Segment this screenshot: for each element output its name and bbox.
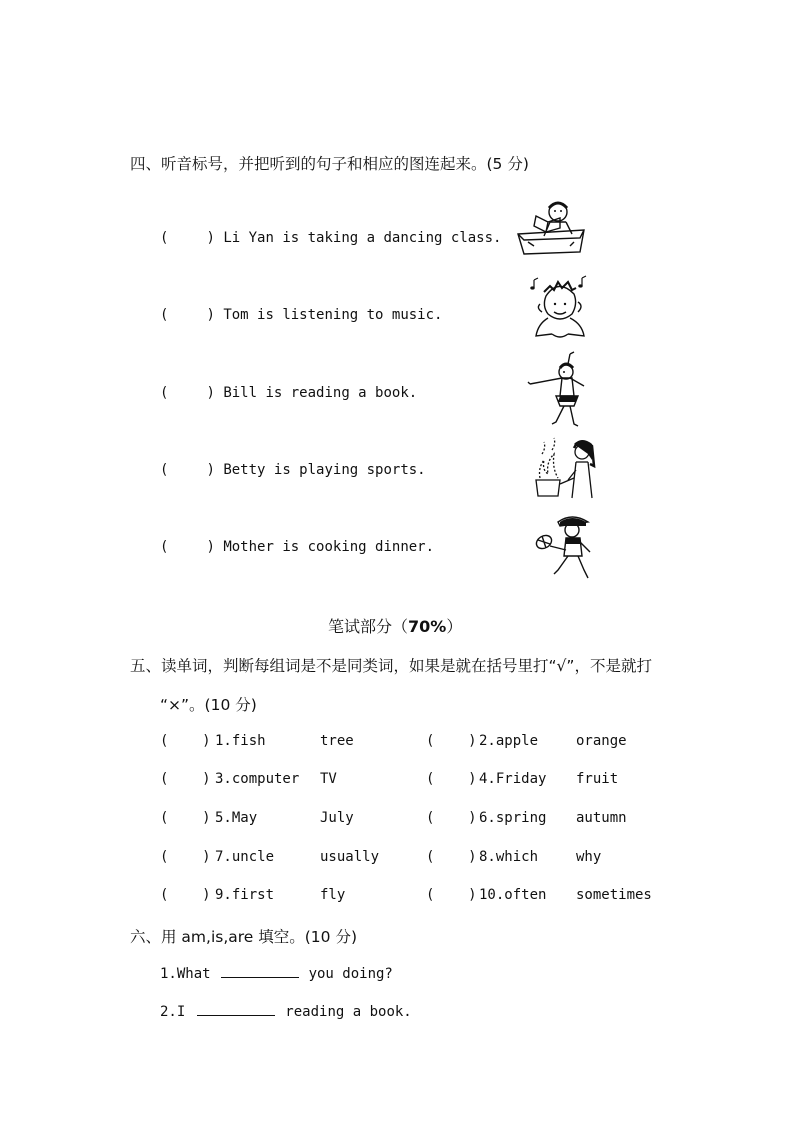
answer-paren-open[interactable]: (: [160, 230, 169, 246]
listening-item-4: [160, 462, 426, 478]
girl-playing-tennis-picture[interactable]: [530, 512, 596, 582]
row-4-right-blank[interactable]: ( ): [426, 849, 477, 865]
fill-blank-line[interactable]: [221, 965, 299, 978]
girl-playing-tennis-icon: [530, 512, 596, 582]
answer-paren-close: ): [206, 539, 215, 555]
row-4-right-num: 8.which: [479, 849, 539, 865]
row-2-left-word: TV: [320, 771, 337, 787]
row-4-left-word: usually: [320, 849, 380, 865]
fill-blank-after: reading a book.: [285, 1004, 412, 1020]
listening-item-1: [160, 230, 501, 246]
boy-listening-music-picture[interactable]: [528, 274, 590, 344]
row-4-left-blank[interactable]: ( ): [160, 849, 211, 865]
row-5-left-blank[interactable]: ( ): [160, 887, 211, 903]
row-3-right-word: autumn: [576, 810, 627, 826]
answer-paren-close: ): [206, 462, 215, 478]
row-2-right-num: 4.Friday: [479, 771, 547, 787]
row-1-left-num: 1.fish: [215, 733, 266, 749]
fill-blank-item-2: [160, 1003, 412, 1020]
boy-reading-book-picture[interactable]: [514, 196, 590, 258]
boy-listening-music-icon: [528, 274, 590, 344]
listening-item-3: [160, 385, 417, 401]
sentence-text: Bill is reading a book.: [223, 385, 418, 401]
row-5-right-num: 10.often: [479, 887, 547, 903]
answer-paren-close: ): [206, 385, 215, 401]
fill-blank-after: you doing?: [308, 966, 393, 982]
answer-paren-open[interactable]: (: [160, 462, 169, 478]
sentence-text: Mother is cooking dinner.: [223, 539, 435, 555]
row-1-right-blank[interactable]: ( ): [426, 733, 477, 749]
written-part-title-prefix: 笔试部分（: [328, 617, 409, 636]
row-3-left-word: July: [320, 810, 354, 826]
row-4-left-num: 7.uncle: [215, 849, 275, 865]
answer-paren-close: ): [206, 230, 215, 246]
fill-blank-line[interactable]: [197, 1003, 275, 1016]
row-2-right-word: fruit: [576, 771, 619, 787]
row-1-left-blank[interactable]: ( ): [160, 733, 211, 749]
row-3-left-num: 5.May: [215, 810, 258, 826]
sentence-text: Li Yan is taking a dancing class.: [223, 230, 502, 246]
row-5-right-word: sometimes: [576, 887, 652, 903]
row-5-right-blank[interactable]: ( ): [426, 887, 477, 903]
row-5-left-num: 9.first: [215, 887, 275, 903]
row-5-left-word: fly: [320, 887, 346, 903]
fill-blank-item-1: [160, 965, 393, 982]
answer-paren-open[interactable]: (: [160, 385, 169, 401]
row-4-right-word: why: [576, 849, 602, 865]
row-3-left-blank[interactable]: ( ): [160, 810, 211, 826]
answer-paren-open[interactable]: (: [160, 307, 169, 323]
row-3-right-blank[interactable]: ( ): [426, 810, 477, 826]
sentence-text: Tom is listening to music.: [223, 307, 443, 323]
answer-paren-open[interactable]: (: [160, 539, 169, 555]
woman-cooking-icon: [530, 434, 600, 502]
row-1-right-word: orange: [576, 733, 627, 749]
written-part-title-suffix: ）: [446, 617, 463, 636]
answer-paren-close: ): [206, 307, 215, 323]
listening-item-5: [160, 539, 434, 555]
written-part-percent: 70%: [408, 617, 447, 636]
row-1-left-word: tree: [320, 733, 354, 749]
row-3-right-num: 6.spring: [479, 810, 547, 826]
fill-blank-before: 1.What: [160, 966, 211, 982]
section-6-heading: 六、用 am,is,are 填空。(10 分): [130, 928, 357, 946]
sentence-text: Betty is playing sports.: [223, 462, 426, 478]
section-4-heading: 四、听音标号，并把听到的句子和相应的图连起来。(5 分): [130, 155, 529, 173]
row-2-left-blank[interactable]: ( ): [160, 771, 211, 787]
listening-item-2: [160, 307, 442, 323]
fill-blank-before: 2.I: [160, 1004, 186, 1020]
girl-dancing-icon: [526, 350, 588, 428]
boy-reading-book-icon: [514, 196, 590, 258]
written-part-title: [328, 614, 462, 637]
section-5-heading: 五、读单词，判断每组词是不是同类词，如果是就在括号里打“√”，不是就打: [130, 657, 652, 675]
row-2-left-num: 3.computer: [215, 771, 300, 787]
row-2-right-blank[interactable]: ( ): [426, 771, 477, 787]
girl-dancing-picture[interactable]: [526, 350, 588, 428]
row-1-right-num: 2.apple: [479, 733, 539, 749]
woman-cooking-picture[interactable]: [530, 434, 600, 502]
section-5-heading-cont: “×”。(10 分): [160, 696, 257, 714]
